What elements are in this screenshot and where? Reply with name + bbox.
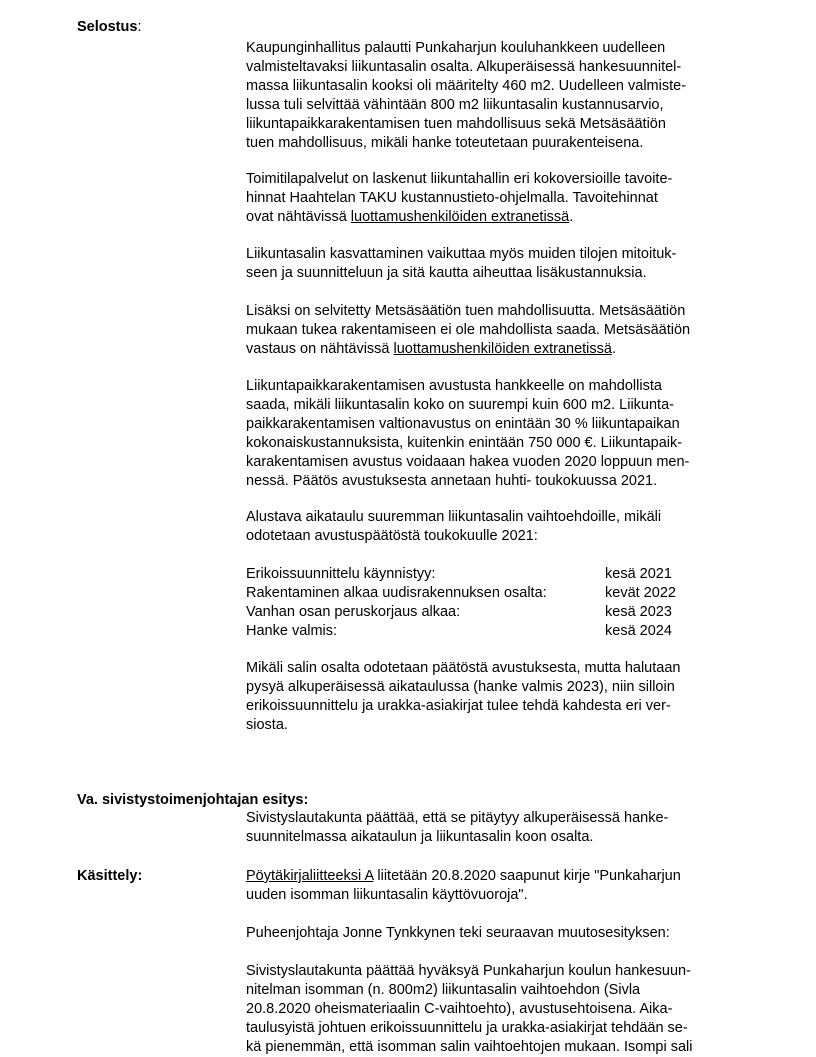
text-line: nessä. Päätös avustuksesta annetaan huhti- toukokuussa 2021. xyxy=(246,473,658,489)
text-fragment: . xyxy=(611,341,616,357)
text-line xyxy=(246,867,746,886)
text-fragment: vastaus on nähtävissä xyxy=(246,341,394,357)
text-line: pysyä alkuperäisessä aikataulussa (hanke valmis 2023), niin silloin xyxy=(246,679,675,695)
text-line xyxy=(246,208,746,227)
text-line: Puheenjohtaja Jonne Tynkkynen teki seuraavan muutosesityksen: xyxy=(246,925,670,941)
text-line: seen ja suunnitteluun ja sitä kautta aiheuttaa lisäkustannuksia. xyxy=(246,265,647,281)
schedule-task: Hanke valmis: xyxy=(246,623,338,639)
schedule-task: Erikoissuunnittelu käynnistyy: xyxy=(246,566,436,582)
schedule-date: kesä 2024 xyxy=(605,623,672,639)
schedule-date: kesä 2021 xyxy=(605,566,672,582)
proposal-heading: Va. sivistystoimenjohtajan esitys: xyxy=(77,792,309,808)
text-line: massa liikuntasalin kooksi oli määritelty 460 m2. Uudelleen valmiste- xyxy=(246,78,687,94)
paragraph-appendix xyxy=(246,867,746,905)
text-line: erikoissuunnittelu ja urakka-asiakirjat tulee tehdä kahdesta eri ver- xyxy=(246,698,671,714)
text-fragment: . xyxy=(569,209,574,225)
text-line: suunnitelmassa aikataulun ja liikuntasalin koon osalta. xyxy=(246,829,594,845)
selostus-heading xyxy=(77,18,141,37)
text-line: paikkarakentamisen valtionavustus on enintään 30 % liikuntapaikan xyxy=(246,416,680,432)
text-line xyxy=(246,340,746,359)
extranet-link[interactable]: luottamushenkilöiden extranetissä xyxy=(393,341,612,357)
text-fragment: liitetään 20.8.2020 saapunut kirje "Punkaharjun xyxy=(373,868,681,884)
text-line: Sivistyslautakunta päättää, että se pitäytyy alkuperäisessä hanke- xyxy=(246,810,669,826)
schedule-row xyxy=(246,603,746,622)
paragraph-amendment xyxy=(246,962,746,1057)
extranet-link[interactable]: luottamushenkilöiden extranetissä xyxy=(350,209,570,225)
text-fragment: ovat nähtävissä xyxy=(246,209,351,225)
schedule-row xyxy=(246,622,746,641)
paragraph-dimensioning xyxy=(246,245,746,283)
schedule-table xyxy=(246,565,746,641)
paragraph-background xyxy=(246,39,746,153)
text-line: siosta. xyxy=(246,717,288,733)
text-line: Alustava aikataulu suuremman liikuntasalin vaihtoehdoille, mikäli xyxy=(246,509,662,525)
text-line: Liikuntapaikkarakentamisen avustusta hankkeelle on mahdollista xyxy=(246,378,662,394)
text-line: kokonaiskustannuksista, kuitenkin enintään 750 000 €. Liikuntapaik- xyxy=(246,435,683,451)
text-line: kä pienemmän, että isomman salin vaihtoehtojen mukaan. Isompi sali xyxy=(246,1039,693,1055)
text-line: mukaan tukea rakentamiseen ei ole mahdollista saada. Metsäsäätiön xyxy=(246,322,691,338)
text-line: Kaupunginhallitus palautti Punkaharjun kouluhankkeen uudelleen xyxy=(246,40,666,56)
appendix-link[interactable]: Pöytäkirjaliitteeksi A xyxy=(246,868,374,884)
text-line: tuen mahdollisuus, mikäli hanke toteutetaan puurakenteisena. xyxy=(246,135,644,151)
handling-heading: Käsittely: xyxy=(77,868,143,884)
text-line: valmisteltavaksi liikuntasalin osalta. Alkuperäisessä hankesuunnitel- xyxy=(246,59,682,75)
text-line: uuden isomman liikuntasalin käyttövuoroja". xyxy=(246,887,528,903)
text-line: Lisäksi on selvitetty Metsäsäätiön tuen mahdollisuutta. Metsäsäätiön xyxy=(246,303,686,319)
schedule-task: Rakentaminen alkaa uudisrakennuksen osalta: xyxy=(246,585,547,601)
paragraph-schedule-intro xyxy=(246,508,746,546)
selostus-label: Selostus xyxy=(77,19,138,35)
schedule-row xyxy=(246,584,746,603)
paragraph-state-grant xyxy=(246,377,746,491)
paragraph-foundation-support xyxy=(246,302,746,359)
paragraph-alternative-versions xyxy=(246,659,746,735)
schedule-task: Vanhan osan peruskorjaus alkaa: xyxy=(246,604,461,620)
schedule-date: kevät 2022 xyxy=(605,585,676,601)
paragraph-chair-proposal-intro xyxy=(246,924,746,943)
text-line: Mikäli salin osalta odotetaan päätöstä avustuksesta, mutta halutaan xyxy=(246,660,681,676)
selostus-colon: : xyxy=(137,19,142,35)
proposal-text xyxy=(246,809,746,847)
text-line: hinnat Haahtelan TAKU kustannustieto-ohjelmalla. Tavoitehinnat xyxy=(246,190,658,206)
text-line: lussa tuli selvittää vähintään 800 m2 liikuntasalin kustannusarvio, xyxy=(246,97,664,113)
text-line: Liikuntasalin kasvattaminen vaikuttaa myös muiden tilojen mitoituk- xyxy=(246,246,677,262)
text-line: 20.8.2020 oheismateriaalin C-vaihtoehto), avustusehtoisena. Aika- xyxy=(246,1001,673,1017)
text-line: Sivistyslautakunta päättää hyväksyä Punkaharjun koulun hankesuun- xyxy=(246,963,691,979)
schedule-row xyxy=(246,565,746,584)
text-line: saada, mikäli liikuntasalin koko on suurempi kuin 600 m2. Liikunta- xyxy=(246,397,674,413)
schedule-date: kesä 2023 xyxy=(605,604,672,620)
text-line: odotetaan avustuspäätöstä toukokuulle 2021: xyxy=(246,528,538,544)
text-line: nitelman isomman (n. 800m2) liikuntasalin vaihtoehdon (Sivla xyxy=(246,982,641,998)
text-line: karakentamisen avustus voidaaan hakea vuoden 2020 loppuun men- xyxy=(246,454,690,470)
text-line: Toimitilapalvelut on laskenut liikuntahallin eri kokoversioille tavoite- xyxy=(246,171,673,187)
text-line: taulusyistä johtuen erikoissuunnittelu ja urakka-asiakirjat tehdään se- xyxy=(246,1020,688,1036)
paragraph-target-prices xyxy=(246,170,746,227)
text-line: liikuntapaikkarakentamisen tuen mahdollisuus sekä Metsäsäätiön xyxy=(246,116,666,132)
